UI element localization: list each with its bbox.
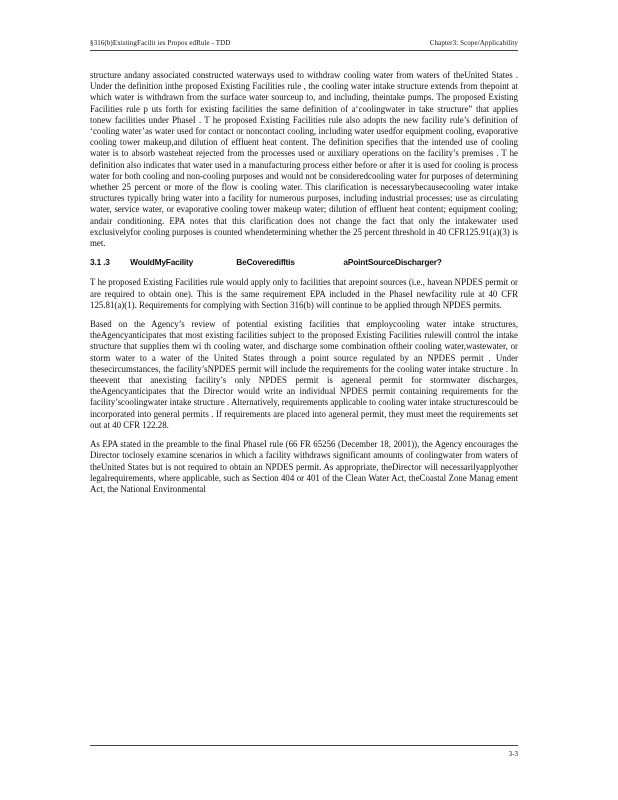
page-number: 3-3	[508, 750, 518, 758]
section-title-part: BeCoveredifItis	[236, 257, 295, 268]
body-paragraph: As EPA stated in the preamble to the final PhaseI rule (66 FR 65256 (December 18, 2001)), the Agency encourages the Director toclosely examine scenarios in which a facility withdraws significant amounts of coolingwater from waters of theUnited States but is not required to obtain an NPDES permit. As appropriate, theDirector will necessarilyapplyother legalrequirements, where applicable, such as Section 404 or 401 of the Clean Water Act, theCoastal Zone Manag ement Act, the National Environmental	[90, 439, 518, 494]
section-number: 3.1 .3	[90, 257, 110, 268]
body-paragraph: structure andany associated constructed waterways used to withdraw cooling water from waters of theUnited States . Under the definition inthe proposed Existing Facilities rule , the cooling water intake structure extends from thepoint at which water is withdrawn from the surface water sourceup to, and including, theintake pumps. The proposed Existing Facilities rule p uts forth for existing facilities the same definition of a‘coolingwater in take structure” that applies tonew facilities under PhaseI . T he proposed Existing Facilities rule also adopts the new facility rule’s definition of ‘cooling water’as water used for contact or noncontact cooling, including water usedfor equipment cooling, evaporative cooling tower makeup,and dilution of effluent heat content. The definition specifies that the intended use of cooling water is to absorb wasteheat rejected from the processes used or auxiliary operations on the facility’s premises . T he definition also indicates that water used in a manufacturing process either before or after it is used for cooling is process water for both cooling and non-cooling purposes and would not be consideredcooling water for purposes of determining whether 25 percent or more of the flow is cooling water. This clarification is necessarybecausecooling water intake structures typically bring water into a facility for numerous purposes, including industrial processes; use as circulating water, service water, or evaporative cooling tower makeup water; dilution of effluent heat content; equipment cooling; andair conditioning. EPA notes that this clarification does not change the fact that only the intakewater used exclusivelyfor cooling purposes is counted whendetermining whether the 25 percent threshold in 40 CFR125.91(a)(3) is met.	[90, 70, 518, 249]
running-header-right: Chapter3: Scope/Applicability	[429, 39, 518, 47]
document-body	[90, 70, 518, 503]
footer-rule	[90, 745, 518, 746]
running-header-left: §316(b)ExistingFacilit ies Propos edRule - TDD	[90, 39, 231, 47]
body-paragraph: Based on the Agency’s review of potential existing facilities that employcooling water intake structures, theAgencyanticipates that most existing facilities subject to the proposed Existing Facilities rulewill control the intake structure that supplies them wi th cooling water, and discharge some combination oftheir cooling water,wastewater, or storm water to a water of the United States through a point source regulated by an NPDES permit . Under thesecircumstances, the facility’sNPDES permit will include the requirements for the cooling water intake structure . In theevent that anexisting facility’s only NPDES permit is ageneral permit for stormwater discharges, theAgencyanticipates that the Director would write an individual NPDES permit containing requirements for the facility’scoolingwater intake structure . Alternatively, requirements applicable to cooling water intake structurescould be incorporated into general permits . If requirements are placed into ageneral permit, they must meet the requirements set out at 40 CFR 122.28.	[90, 319, 518, 430]
header-rule	[90, 50, 518, 51]
body-paragraph: T he proposed Existing Facilities rule would apply only to facilities that arepoint sources (i.e., havean NPDES permit or are required to obtain one). This is the same requirement EPA included in the PhaseI newfacility rule at 40 CFR 125.81(a)(1). Requirements for complying with Section 316(b) will continue to be applied through NPDES permits.	[90, 277, 518, 310]
section-title-part: aPointSourceDischarger?	[343, 257, 442, 268]
section-heading	[90, 257, 518, 268]
section-title-part: WouldMyFacility	[130, 257, 194, 268]
